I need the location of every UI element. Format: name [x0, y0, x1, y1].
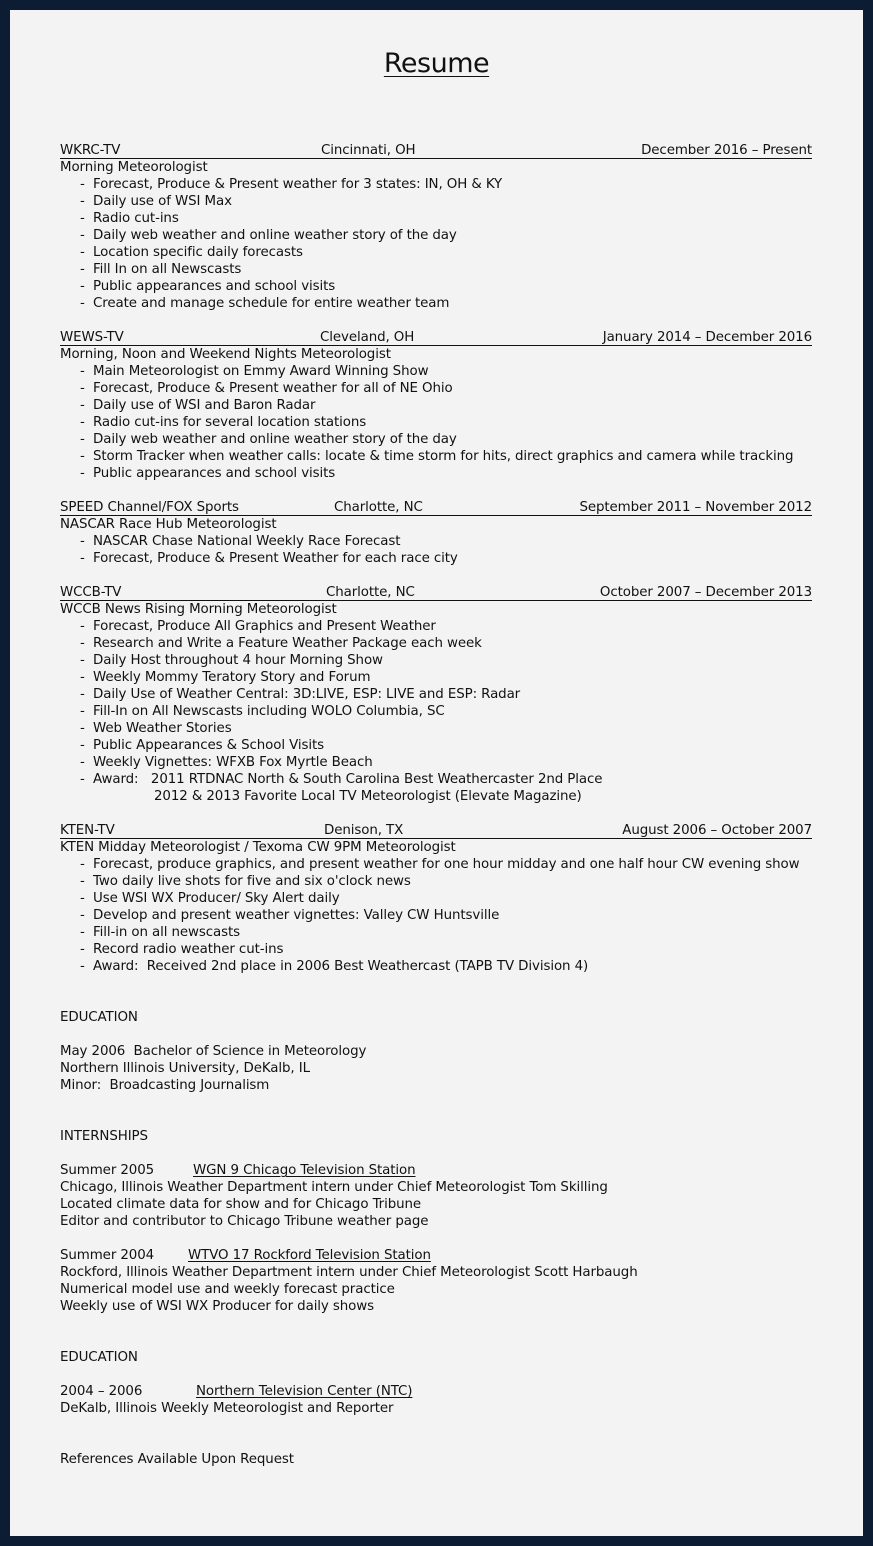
bullet-item: - Public appearances and school visits [60, 278, 812, 295]
job-bullets [60, 533, 812, 567]
internship-station: WGN 9 Chicago Television Station [193, 1163, 416, 1178]
internship-header [60, 1162, 812, 1179]
education-line: Minor: Broadcasting Journalism [60, 1078, 270, 1093]
job-location: Cincinnati, OH [321, 143, 416, 158]
award-continuation: 2012 & 2013 Favorite Local TV Meteorologist (Elevate Magazine) [154, 789, 582, 804]
bullet-item: - Research and Write a Feature Weather Package each week [60, 635, 812, 652]
job-entry [60, 142, 812, 312]
education2-title [60, 1384, 412, 1399]
bullet-item: - Forecast, produce graphics, and present weather for one hour midday and one half hour CW evening show [60, 856, 812, 873]
bullet-item: - Storm Tracker when weather calls: locate & time storm for hits, direct graphics and camera while tracking [60, 448, 812, 465]
job-dates: September 2011 – November 2012 [579, 500, 812, 515]
internships-heading: INTERNSHIPS [60, 1129, 148, 1144]
references-note: References Available Upon Request [60, 1452, 294, 1467]
job-dates: October 2007 – December 2013 [599, 585, 812, 600]
bullet-item: - Create and manage schedule for entire weather team [60, 295, 812, 312]
bullet-item: - Daily web weather and online weather story of the day [60, 431, 812, 448]
page-title: Resume [383, 48, 490, 79]
bullet-item: - Award: 2011 RTDNAC North & South Carolina Best Weathercaster 2nd Place [60, 771, 812, 788]
job-dates: January 2014 – December 2016 [602, 330, 812, 345]
internship-line: Located climate data for show and for Chicago Tribune [60, 1197, 422, 1212]
job-dates: December 2016 – Present [641, 143, 812, 158]
bullet-item: - Daily use of WSI Max [60, 193, 812, 210]
education2-line: DeKalb, Illinois Weekly Meteorologist and Reporter [60, 1401, 394, 1416]
internship-line: Chicago, Illinois Weather Department intern under Chief Meteorologist Tom Skilling [60, 1180, 608, 1195]
job-bullets [60, 363, 812, 482]
internship-line: Rockford, Illinois Weather Department intern under Chief Meteorologist Scott Harbaugh [60, 1265, 638, 1280]
resume-page [10, 10, 863, 1536]
job-station: WKRC-TV [60, 143, 121, 158]
bullet-item: - Daily use of WSI and Baron Radar [60, 397, 812, 414]
education2-header [60, 1383, 812, 1400]
job-header [60, 584, 812, 601]
bullet-item: - Use WSI WX Producer/ Sky Alert daily [60, 890, 812, 907]
job-station: SPEED Channel/FOX Sports [60, 500, 239, 515]
internship-header [60, 1247, 812, 1264]
education2-name: Northern Television Center (NTC) [196, 1384, 413, 1399]
bullet-item: - Public Appearances & School Visits [60, 737, 812, 754]
bullet-item: - Forecast, Produce & Present Weather for each race city [60, 550, 812, 567]
bullet-item: - Radio cut-ins for several location stations [60, 414, 812, 431]
education-line: May 2006 Bachelor of Science in Meteorology [60, 1044, 367, 1059]
internship-line: Editor and contributor to Chicago Tribune weather page [60, 1214, 429, 1229]
bullet-item: - Radio cut-ins [60, 210, 812, 227]
bullet-item: - Fill-In on All Newscasts including WOLO Columbia, SC [60, 703, 812, 720]
bullet-item: - Forecast, Produce & Present weather for 3 states: IN, OH & KY [60, 176, 812, 193]
job-header [60, 822, 812, 839]
job-dates: August 2006 – October 2007 [622, 823, 812, 838]
job-header [60, 142, 812, 159]
job-header [60, 499, 812, 516]
internship-period: Summer 2005 [60, 1163, 155, 1178]
bullet-item: - Daily Host throughout 4 hour Morning Show [60, 652, 812, 669]
job-location: Denison, TX [324, 823, 404, 838]
education-line: Northern Illinois University, DeKalb, IL [60, 1061, 310, 1076]
internship-period: Summer 2004 [60, 1248, 155, 1263]
bullet-item: - Two daily live shots for five and six o'clock news [60, 873, 812, 890]
bullet-item: - Public appearances and school visits [60, 465, 812, 482]
bullet-item: - Award: Received 2nd place in 2006 Best Weathercast (TAPB TV Division 4) [60, 958, 812, 975]
internship-title [60, 1248, 431, 1263]
job-role: WCCB News Rising Morning Meteorologist [60, 602, 337, 617]
internship-line: Weekly use of WSI WX Producer for daily shows [60, 1299, 374, 1314]
bullet-item: - Fill-in on all newscasts [60, 924, 812, 941]
job-role: Morning, Noon and Weekend Nights Meteorologist [60, 347, 391, 362]
education-heading: EDUCATION [60, 1010, 138, 1025]
internship-line: Numerical model use and weekly forecast practice [60, 1282, 395, 1297]
job-location: Cleveland, OH [320, 330, 415, 345]
bullet-item: - Weekly Mommy Teratory Story and Forum [60, 669, 812, 686]
job-entry [60, 499, 812, 567]
bullet-item: - Record radio weather cut-ins [60, 941, 812, 958]
job-entry [60, 584, 812, 805]
job-location: Charlotte, NC [326, 585, 415, 600]
bullet-item: - Forecast, Produce & Present weather for all of NE Ohio [60, 380, 812, 397]
bullet-item: - Location specific daily forecasts [60, 244, 812, 261]
internship-title [60, 1163, 416, 1178]
job-bullets [60, 856, 812, 975]
bullet-item: - Web Weather Stories [60, 720, 812, 737]
bullet-item: - Develop and present weather vignettes: Valley CW Huntsville [60, 907, 812, 924]
job-location: Charlotte, NC [334, 500, 423, 515]
job-header [60, 329, 812, 346]
resume-content [60, 142, 812, 1468]
job-entry [60, 822, 812, 975]
bullet-item: - Forecast, Produce All Graphics and Present Weather [60, 618, 812, 635]
job-entry [60, 329, 812, 482]
bullet-item: - Fill In on all Newscasts [60, 261, 812, 278]
job-bullets [60, 618, 812, 788]
internship-station: WTVO 17 Rockford Television Station [188, 1248, 431, 1263]
job-bullets [60, 176, 812, 312]
job-station: WCCB-TV [60, 585, 122, 600]
bullet-item: - NASCAR Chase National Weekly Race Forecast [60, 533, 812, 550]
education2-heading: EDUCATION [60, 1350, 138, 1365]
job-role: Morning Meteorologist [60, 160, 208, 175]
bullet-item: - Daily web weather and online weather story of the day [60, 227, 812, 244]
bullet-item: - Weekly Vignettes: WFXB Fox Myrtle Beach [60, 754, 812, 771]
bullet-item: - Main Meteorologist on Emmy Award Winning Show [60, 363, 812, 380]
job-role: KTEN Midday Meteorologist / Texoma CW 9PM Meteorologist [60, 840, 456, 855]
bullet-item: - Daily Use of Weather Central: 3D:LIVE, ESP: LIVE and ESP: Radar [60, 686, 812, 703]
education2-period: 2004 – 2006 [60, 1384, 143, 1399]
job-role: NASCAR Race Hub Meteorologist [60, 517, 277, 532]
job-station: WEWS-TV [60, 330, 124, 345]
job-station: KTEN-TV [60, 823, 115, 838]
